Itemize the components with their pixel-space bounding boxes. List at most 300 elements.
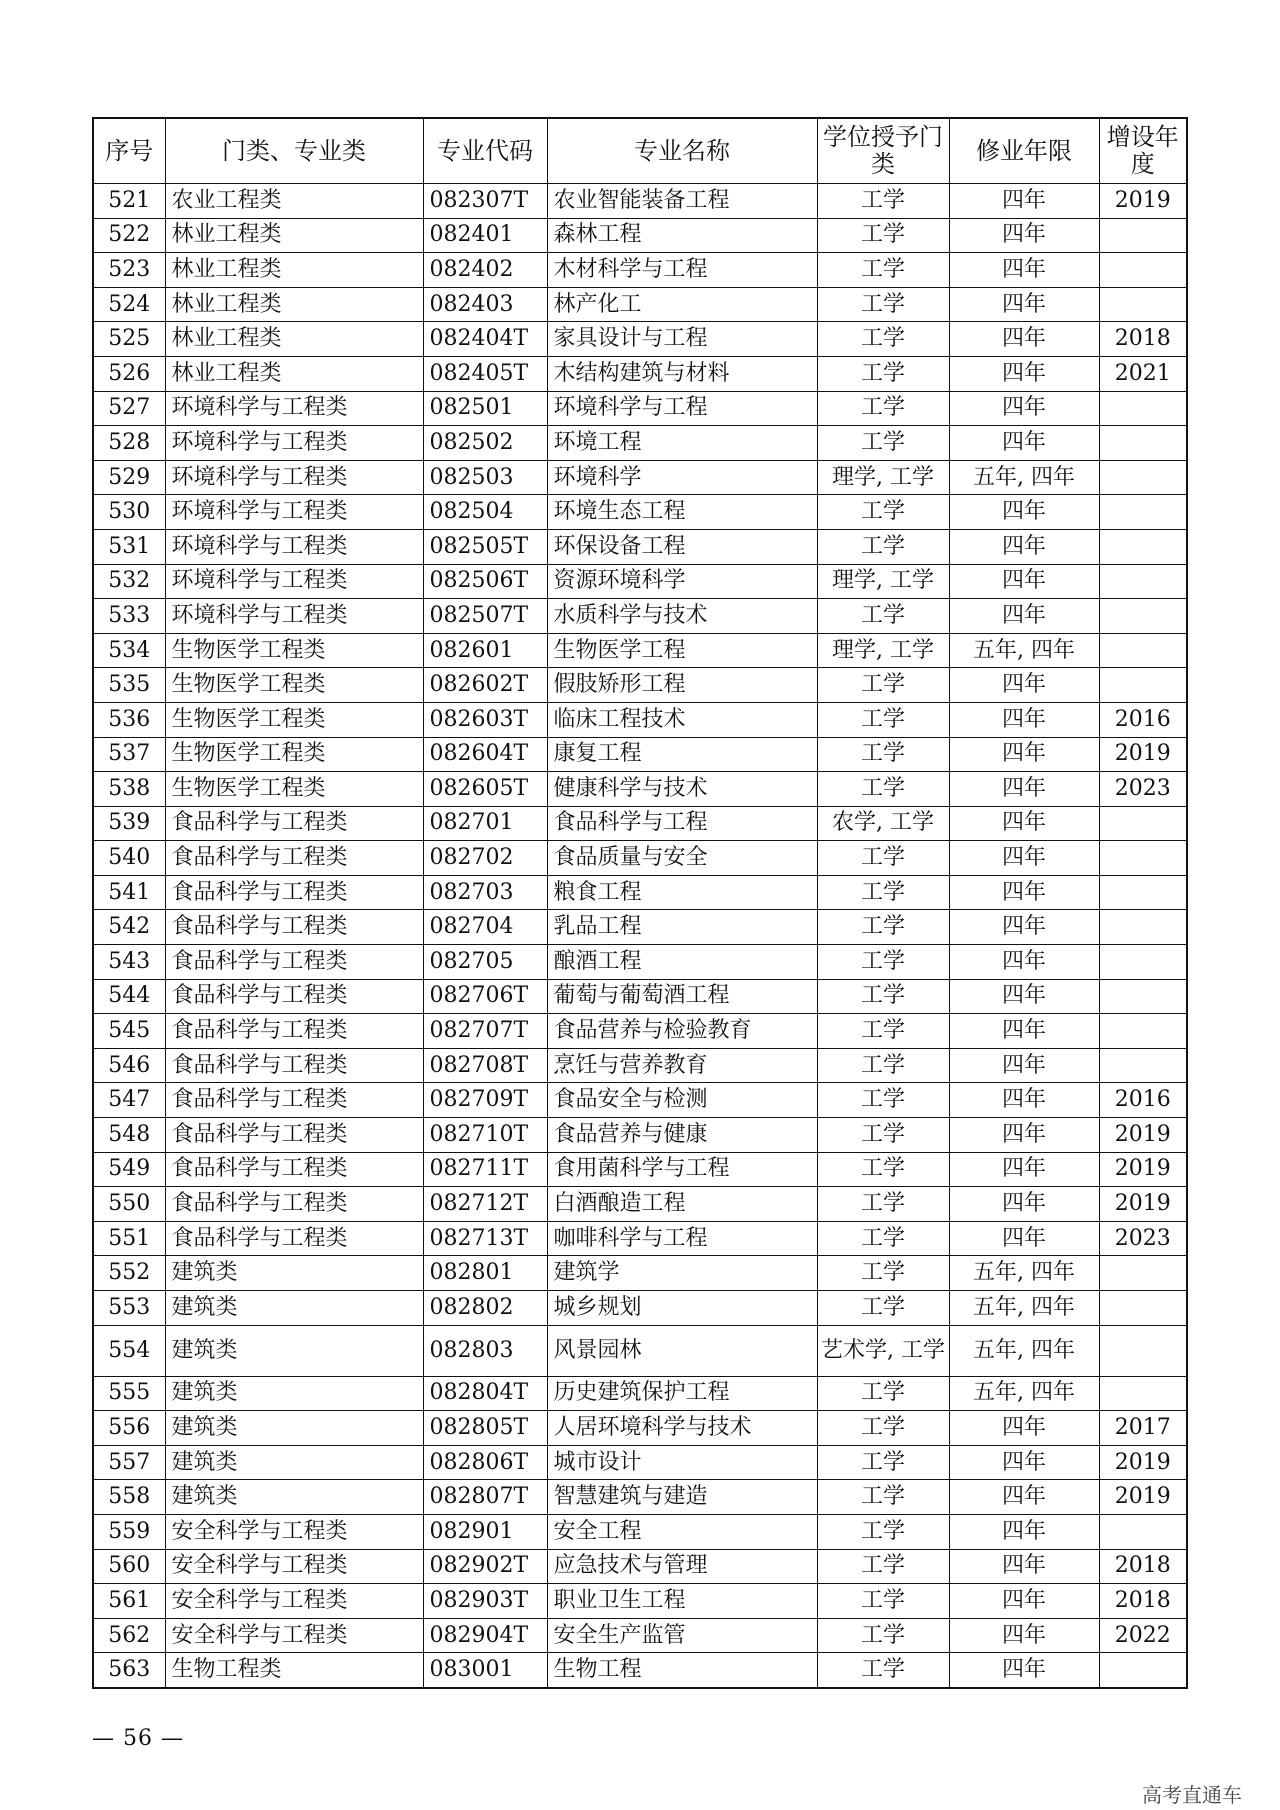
cell-duration: 四年 <box>949 1411 1099 1446</box>
cell-code: 082903T <box>423 1584 547 1619</box>
cell-year <box>1099 495 1187 530</box>
cell-code: 082712T <box>423 1187 547 1222</box>
cell-degree: 工学 <box>817 668 949 703</box>
cell-duration: 五年, 四年 <box>949 460 1099 495</box>
cell-name: 食品营养与健康 <box>547 1118 817 1153</box>
cell-degree: 工学 <box>817 1376 949 1411</box>
cell-degree: 工学 <box>817 1480 949 1515</box>
cell-category: 食品科学与工程类 <box>165 875 423 910</box>
cell-name: 资源环境科学 <box>547 564 817 599</box>
cell-year: 2021 <box>1099 356 1187 391</box>
cell-name: 安全工程 <box>547 1514 817 1549</box>
cell-name: 环境科学与工程 <box>547 391 817 426</box>
table-row <box>93 218 1187 253</box>
cell-num: 547 <box>93 1083 165 1118</box>
cell-duration: 四年 <box>949 1549 1099 1584</box>
table-row <box>93 910 1187 945</box>
cell-name: 应急技术与管理 <box>547 1549 817 1584</box>
table-row <box>93 1376 1187 1411</box>
cell-code: 082601 <box>423 633 547 668</box>
cell-code: 082602T <box>423 668 547 703</box>
cell-year <box>1099 599 1187 634</box>
cell-degree: 工学 <box>817 1584 949 1619</box>
cell-duration: 四年 <box>949 1445 1099 1480</box>
table-row <box>93 1048 1187 1083</box>
cell-num: 558 <box>93 1480 165 1515</box>
cell-category: 食品科学与工程类 <box>165 1187 423 1222</box>
cell-duration: 五年, 四年 <box>949 1325 1099 1376</box>
cell-year <box>1099 1048 1187 1083</box>
cell-year <box>1099 218 1187 253</box>
cell-name: 健康科学与技术 <box>547 772 817 807</box>
cell-duration: 四年 <box>949 426 1099 461</box>
table-row <box>93 1411 1187 1446</box>
cell-degree: 工学 <box>817 1618 949 1653</box>
cell-name: 环境科学 <box>547 460 817 495</box>
cell-name: 食品营养与检验教育 <box>547 1014 817 1049</box>
cell-code: 082307T <box>423 184 547 219</box>
cell-name: 环境工程 <box>547 426 817 461</box>
cell-year: 2022 <box>1099 1618 1187 1653</box>
cell-year <box>1099 1653 1187 1688</box>
cell-year <box>1099 633 1187 668</box>
cell-code: 082701 <box>423 806 547 841</box>
cell-degree: 工学 <box>817 1549 949 1584</box>
cell-degree: 工学 <box>817 426 949 461</box>
table-row <box>93 702 1187 737</box>
cell-duration: 四年 <box>949 772 1099 807</box>
cell-name: 粮食工程 <box>547 875 817 910</box>
cell-degree: 理学, 工学 <box>817 633 949 668</box>
cell-year: 2018 <box>1099 322 1187 357</box>
cell-duration: 四年 <box>949 910 1099 945</box>
cell-category: 食品科学与工程类 <box>165 1014 423 1049</box>
cell-degree: 工学 <box>817 1653 949 1688</box>
cell-code: 082803 <box>423 1325 547 1376</box>
cell-code: 082707T <box>423 1014 547 1049</box>
cell-num: 529 <box>93 460 165 495</box>
table-row <box>93 426 1187 461</box>
cell-duration: 四年 <box>949 1048 1099 1083</box>
cell-num: 552 <box>93 1256 165 1291</box>
cell-year <box>1099 945 1187 980</box>
cell-num: 522 <box>93 218 165 253</box>
cell-year: 2016 <box>1099 702 1187 737</box>
cell-name: 临床工程技术 <box>547 702 817 737</box>
cell-duration: 四年 <box>949 1221 1099 1256</box>
cell-duration: 五年, 四年 <box>949 1376 1099 1411</box>
cell-duration: 四年 <box>949 979 1099 1014</box>
cell-category: 林业工程类 <box>165 218 423 253</box>
cell-category: 农业工程类 <box>165 184 423 219</box>
watermark: 高考直通车 <box>1142 1783 1242 1807</box>
cell-duration: 四年 <box>949 1187 1099 1222</box>
cell-year: 2019 <box>1099 1445 1187 1480</box>
cell-code: 082604T <box>423 737 547 772</box>
cell-degree: 工学 <box>817 979 949 1014</box>
cell-num: 536 <box>93 702 165 737</box>
cell-code: 082703 <box>423 875 547 910</box>
cell-name: 环保设备工程 <box>547 529 817 564</box>
majors-table <box>92 117 1188 1689</box>
cell-category: 林业工程类 <box>165 253 423 288</box>
cell-code: 083001 <box>423 1653 547 1688</box>
cell-duration: 四年 <box>949 1653 1099 1688</box>
cell-name: 假肢矫形工程 <box>547 668 817 703</box>
table-row <box>93 979 1187 1014</box>
table-row <box>93 564 1187 599</box>
cell-code: 082504 <box>423 495 547 530</box>
cell-num: 541 <box>93 875 165 910</box>
cell-year: 2023 <box>1099 1221 1187 1256</box>
cell-degree: 工学 <box>817 1221 949 1256</box>
cell-duration: 四年 <box>949 1014 1099 1049</box>
cell-category: 食品科学与工程类 <box>165 1152 423 1187</box>
cell-category: 建筑类 <box>165 1291 423 1326</box>
cell-code: 082902T <box>423 1549 547 1584</box>
cell-degree: 工学 <box>817 184 949 219</box>
cell-category: 食品科学与工程类 <box>165 945 423 980</box>
cell-code: 082403 <box>423 287 547 322</box>
cell-year <box>1099 391 1187 426</box>
table-row <box>93 737 1187 772</box>
cell-year <box>1099 564 1187 599</box>
cell-category: 环境科学与工程类 <box>165 391 423 426</box>
cell-code: 082709T <box>423 1083 547 1118</box>
cell-degree: 工学 <box>817 1118 949 1153</box>
cell-name: 建筑学 <box>547 1256 817 1291</box>
cell-duration: 四年 <box>949 841 1099 876</box>
cell-degree: 艺术学, 工学 <box>817 1325 949 1376</box>
cell-num: 527 <box>93 391 165 426</box>
cell-num: 542 <box>93 910 165 945</box>
cell-name: 木结构建筑与材料 <box>547 356 817 391</box>
cell-duration: 四年 <box>949 529 1099 564</box>
cell-year <box>1099 1014 1187 1049</box>
cell-code: 082807T <box>423 1480 547 1515</box>
cell-year: 2019 <box>1099 184 1187 219</box>
cell-code: 082901 <box>423 1514 547 1549</box>
cell-name: 风景园林 <box>547 1325 817 1376</box>
cell-duration: 四年 <box>949 875 1099 910</box>
cell-year <box>1099 287 1187 322</box>
cell-duration: 四年 <box>949 564 1099 599</box>
cell-year <box>1099 529 1187 564</box>
cell-category: 生物医学工程类 <box>165 772 423 807</box>
cell-code: 082804T <box>423 1376 547 1411</box>
cell-name: 生物工程 <box>547 1653 817 1688</box>
cell-num: 538 <box>93 772 165 807</box>
cell-code: 082505T <box>423 529 547 564</box>
cell-name: 木材科学与工程 <box>547 253 817 288</box>
cell-degree: 工学 <box>817 356 949 391</box>
cell-name: 白酒酿造工程 <box>547 1187 817 1222</box>
table-row <box>93 253 1187 288</box>
cell-duration: 四年 <box>949 1514 1099 1549</box>
cell-duration: 四年 <box>949 1152 1099 1187</box>
cell-num: 556 <box>93 1411 165 1446</box>
cell-code: 082401 <box>423 218 547 253</box>
table-row <box>93 841 1187 876</box>
header-num: 序号 <box>93 118 165 184</box>
table-row <box>93 1325 1187 1376</box>
cell-category: 林业工程类 <box>165 356 423 391</box>
cell-num: 535 <box>93 668 165 703</box>
table-body <box>93 184 1187 1688</box>
cell-duration: 四年 <box>949 668 1099 703</box>
cell-category: 建筑类 <box>165 1325 423 1376</box>
cell-degree: 理学, 工学 <box>817 460 949 495</box>
cell-code: 082706T <box>423 979 547 1014</box>
cell-num: 533 <box>93 599 165 634</box>
cell-code: 082507T <box>423 599 547 634</box>
cell-code: 082405T <box>423 356 547 391</box>
cell-duration: 四年 <box>949 945 1099 980</box>
cell-name: 职业卫生工程 <box>547 1584 817 1619</box>
cell-code: 082502 <box>423 426 547 461</box>
cell-category: 食品科学与工程类 <box>165 979 423 1014</box>
cell-num: 561 <box>93 1584 165 1619</box>
table-row <box>93 495 1187 530</box>
cell-code: 082506T <box>423 564 547 599</box>
cell-num: 557 <box>93 1445 165 1480</box>
table-row <box>93 1291 1187 1326</box>
cell-code: 082711T <box>423 1152 547 1187</box>
cell-duration: 四年 <box>949 702 1099 737</box>
cell-degree: 工学 <box>817 772 949 807</box>
cell-degree: 工学 <box>817 599 949 634</box>
cell-degree: 工学 <box>817 495 949 530</box>
cell-num: 563 <box>93 1653 165 1688</box>
cell-degree: 工学 <box>817 875 949 910</box>
cell-degree: 理学, 工学 <box>817 564 949 599</box>
table-row <box>93 1256 1187 1291</box>
cell-name: 历史建筑保护工程 <box>547 1376 817 1411</box>
cell-degree: 工学 <box>817 737 949 772</box>
table-row <box>93 945 1187 980</box>
cell-code: 082710T <box>423 1118 547 1153</box>
cell-code: 082802 <box>423 1291 547 1326</box>
cell-num: 523 <box>93 253 165 288</box>
cell-duration: 四年 <box>949 218 1099 253</box>
cell-name: 乳品工程 <box>547 910 817 945</box>
cell-name: 水质科学与技术 <box>547 599 817 634</box>
cell-num: 525 <box>93 322 165 357</box>
cell-duration: 四年 <box>949 322 1099 357</box>
cell-num: 539 <box>93 806 165 841</box>
cell-year <box>1099 806 1187 841</box>
cell-degree: 工学 <box>817 1083 949 1118</box>
cell-degree: 工学 <box>817 1187 949 1222</box>
cell-num: 551 <box>93 1221 165 1256</box>
cell-degree: 工学 <box>817 841 949 876</box>
cell-category: 食品科学与工程类 <box>165 1048 423 1083</box>
cell-degree: 农学, 工学 <box>817 806 949 841</box>
cell-degree: 工学 <box>817 1291 949 1326</box>
table-row <box>93 1083 1187 1118</box>
cell-code: 082805T <box>423 1411 547 1446</box>
cell-num: 562 <box>93 1618 165 1653</box>
cell-name: 酿酒工程 <box>547 945 817 980</box>
cell-category: 生物医学工程类 <box>165 633 423 668</box>
table-row <box>93 1221 1187 1256</box>
cell-year: 2018 <box>1099 1584 1187 1619</box>
cell-year: 2019 <box>1099 1187 1187 1222</box>
cell-category: 建筑类 <box>165 1256 423 1291</box>
table-row <box>93 1618 1187 1653</box>
cell-duration: 四年 <box>949 287 1099 322</box>
cell-category: 环境科学与工程类 <box>165 495 423 530</box>
table-row <box>93 1514 1187 1549</box>
cell-category: 林业工程类 <box>165 287 423 322</box>
header-duration: 修业年限 <box>949 118 1099 184</box>
table-row <box>93 772 1187 807</box>
cell-degree: 工学 <box>817 1256 949 1291</box>
cell-num: 531 <box>93 529 165 564</box>
cell-code: 082501 <box>423 391 547 426</box>
cell-category: 安全科学与工程类 <box>165 1514 423 1549</box>
cell-category: 安全科学与工程类 <box>165 1549 423 1584</box>
table-row <box>93 529 1187 564</box>
cell-name: 森林工程 <box>547 218 817 253</box>
cell-name: 食品科学与工程 <box>547 806 817 841</box>
cell-name: 家具设计与工程 <box>547 322 817 357</box>
cell-num: 560 <box>93 1549 165 1584</box>
cell-category: 环境科学与工程类 <box>165 460 423 495</box>
cell-name: 葡萄与葡萄酒工程 <box>547 979 817 1014</box>
cell-code: 082402 <box>423 253 547 288</box>
cell-year: 2019 <box>1099 1118 1187 1153</box>
cell-num: 546 <box>93 1048 165 1083</box>
header-name: 专业名称 <box>547 118 817 184</box>
cell-num: 526 <box>93 356 165 391</box>
header-degree: 学位授予门类 <box>817 118 949 184</box>
cell-num: 532 <box>93 564 165 599</box>
cell-num: 549 <box>93 1152 165 1187</box>
cell-year: 2016 <box>1099 1083 1187 1118</box>
table-row <box>93 287 1187 322</box>
cell-code: 082704 <box>423 910 547 945</box>
cell-year <box>1099 1376 1187 1411</box>
cell-year <box>1099 979 1187 1014</box>
cell-name: 烹饪与营养教育 <box>547 1048 817 1083</box>
cell-degree: 工学 <box>817 391 949 426</box>
cell-duration: 四年 <box>949 1584 1099 1619</box>
header-category: 门类、专业类 <box>165 118 423 184</box>
cell-category: 食品科学与工程类 <box>165 1221 423 1256</box>
cell-num: 544 <box>93 979 165 1014</box>
cell-code: 082702 <box>423 841 547 876</box>
cell-year <box>1099 1514 1187 1549</box>
cell-duration: 四年 <box>949 599 1099 634</box>
cell-code: 082605T <box>423 772 547 807</box>
cell-category: 食品科学与工程类 <box>165 806 423 841</box>
cell-year <box>1099 668 1187 703</box>
cell-year: 2019 <box>1099 1480 1187 1515</box>
cell-num: 528 <box>93 426 165 461</box>
cell-year: 2019 <box>1099 737 1187 772</box>
table-row <box>93 1584 1187 1619</box>
cell-category: 环境科学与工程类 <box>165 426 423 461</box>
cell-year <box>1099 1256 1187 1291</box>
cell-year <box>1099 426 1187 461</box>
cell-year <box>1099 841 1187 876</box>
table-row <box>93 875 1187 910</box>
cell-duration: 四年 <box>949 1083 1099 1118</box>
cell-year <box>1099 1325 1187 1376</box>
cell-duration: 四年 <box>949 1618 1099 1653</box>
table-row <box>93 356 1187 391</box>
table-row <box>93 668 1187 703</box>
cell-name: 城乡规划 <box>547 1291 817 1326</box>
cell-degree: 工学 <box>817 1048 949 1083</box>
cell-num: 553 <box>93 1291 165 1326</box>
cell-code: 082404T <box>423 322 547 357</box>
cell-degree: 工学 <box>817 1514 949 1549</box>
table-row <box>93 322 1187 357</box>
cell-name: 安全生产监管 <box>547 1618 817 1653</box>
cell-year: 2018 <box>1099 1549 1187 1584</box>
cell-category: 生物工程类 <box>165 1653 423 1688</box>
cell-degree: 工学 <box>817 322 949 357</box>
cell-num: 540 <box>93 841 165 876</box>
cell-num: 537 <box>93 737 165 772</box>
cell-num: 550 <box>93 1187 165 1222</box>
table-row <box>93 1187 1187 1222</box>
table-row <box>93 184 1187 219</box>
cell-category: 环境科学与工程类 <box>165 564 423 599</box>
cell-code: 082705 <box>423 945 547 980</box>
cell-num: 548 <box>93 1118 165 1153</box>
table-row <box>93 1445 1187 1480</box>
cell-degree: 工学 <box>817 218 949 253</box>
cell-category: 建筑类 <box>165 1376 423 1411</box>
table-row <box>93 1152 1187 1187</box>
cell-category: 生物医学工程类 <box>165 737 423 772</box>
cell-duration: 四年 <box>949 737 1099 772</box>
cell-code: 082503 <box>423 460 547 495</box>
cell-name: 食品安全与检测 <box>547 1083 817 1118</box>
cell-name: 人居环境科学与技术 <box>547 1411 817 1446</box>
cell-category: 安全科学与工程类 <box>165 1584 423 1619</box>
cell-code: 082708T <box>423 1048 547 1083</box>
cell-category: 生物医学工程类 <box>165 702 423 737</box>
cell-degree: 工学 <box>817 529 949 564</box>
cell-duration: 五年, 四年 <box>949 633 1099 668</box>
cell-duration: 四年 <box>949 253 1099 288</box>
header-code: 专业代码 <box>423 118 547 184</box>
cell-category: 环境科学与工程类 <box>165 599 423 634</box>
cell-duration: 五年, 四年 <box>949 1291 1099 1326</box>
cell-category: 安全科学与工程类 <box>165 1618 423 1653</box>
table-row <box>93 1118 1187 1153</box>
cell-num: 559 <box>93 1514 165 1549</box>
cell-category: 生物医学工程类 <box>165 668 423 703</box>
cell-name: 生物医学工程 <box>547 633 817 668</box>
cell-category: 建筑类 <box>165 1411 423 1446</box>
table-row <box>93 1480 1187 1515</box>
table-row <box>93 1014 1187 1049</box>
cell-degree: 工学 <box>817 287 949 322</box>
cell-name: 食品质量与安全 <box>547 841 817 876</box>
header-year: 增设年度 <box>1099 118 1187 184</box>
cell-year: 2023 <box>1099 772 1187 807</box>
cell-name: 城市设计 <box>547 1445 817 1480</box>
cell-code: 082713T <box>423 1221 547 1256</box>
page-number: — 56 — <box>92 1726 184 1751</box>
cell-num: 554 <box>93 1325 165 1376</box>
cell-category: 建筑类 <box>165 1480 423 1515</box>
